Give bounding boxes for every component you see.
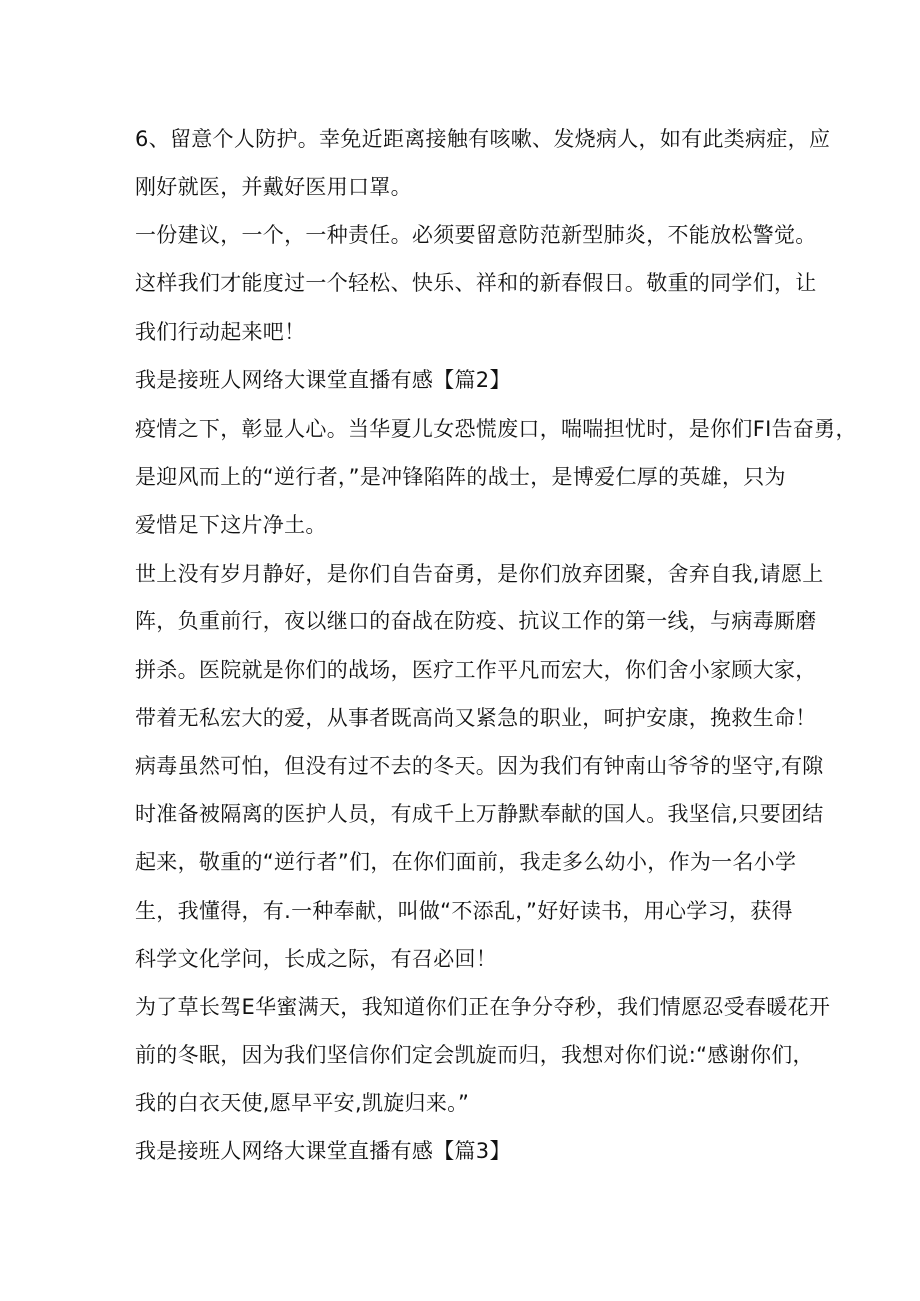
- text-line: 阵，负重前行，夜以继口的奋战在防疫、抗议工作的第一线，与病毒厮磨: [135, 609, 817, 633]
- text-line: 疫情之下，彰显人心。当华夏儿女恐慌废口，喘喘担忧时，是你们FI告奋勇，: [135, 417, 857, 441]
- text-line: 起来，敬重的“逆行者”们，在你们面前，我走多么幼小，作为一名小学: [135, 850, 797, 874]
- text-line: 病毒虽然可怕，但没有过不去的冬天。因为我们有钟南山爷爷的坚守,有隙: [135, 754, 824, 778]
- text-line: 我们行动起来吧！: [135, 320, 306, 344]
- text-line: 我的白衣天使,愿早平安,凯旋归来。”: [135, 1091, 470, 1115]
- text-line: 拼杀。医院就是你们的战场，医疗工作平凡而宏大，你们舍小家顾大家，: [135, 658, 817, 682]
- text-line: 爱惜足下这片净土。: [135, 513, 327, 537]
- text-line: 时准备被隔离的医护人员，有成千上万静默奉献的国人。我坚信,只要团结: [135, 802, 824, 826]
- text-line: 生，我懂得，有.一种奉献，叫做“不添乱，”好好读书，用心学习，获得: [135, 899, 793, 923]
- text-line: 科学文化学问，长成之际，有召必回！: [135, 947, 498, 971]
- text-line: 为了草长驾E华蜜满天，我知道你们正在争分夺秒，我们情愿忍受春暖花开: [135, 995, 831, 1019]
- text-line: 刚好就医，并戴好医用口罩。: [135, 175, 412, 199]
- text-line: 世上没有岁月静好，是你们自告奋勇，是你们放弃团聚，舍弃自我,请愿上: [135, 562, 824, 586]
- text-line: 带着无私宏大的爱，从事者既高尚又紧急的职业，呵护安康，挽救生命！: [135, 706, 817, 730]
- text-line: 6、留意个人防护。幸免近距离接触有咳嗽、发烧病人，如有此类病症，应: [135, 127, 831, 151]
- text-line: 一份建议，一个，一种责任。必须要留意防范新型肺炎，不能放松警觉。: [135, 223, 817, 247]
- text-line: 是迎风而上的“逆行者，”是冲锋陷阵的战士，是博爱仁厚的英雄，只为: [135, 465, 786, 489]
- section-heading: 我是接班人网络大课堂直播有感【篇2】: [135, 368, 511, 392]
- text-line: 这样我们才能度过一个轻松、快乐、祥和的新春假日。敬重的同学们，让: [135, 271, 817, 295]
- text-line: 前的冬眠，因为我们坚信你们定会凯旋而归，我想对你们说:“感谢你们，: [135, 1043, 814, 1067]
- section-heading: 我是接班人网络大课堂直播有感【篇3】: [135, 1139, 511, 1163]
